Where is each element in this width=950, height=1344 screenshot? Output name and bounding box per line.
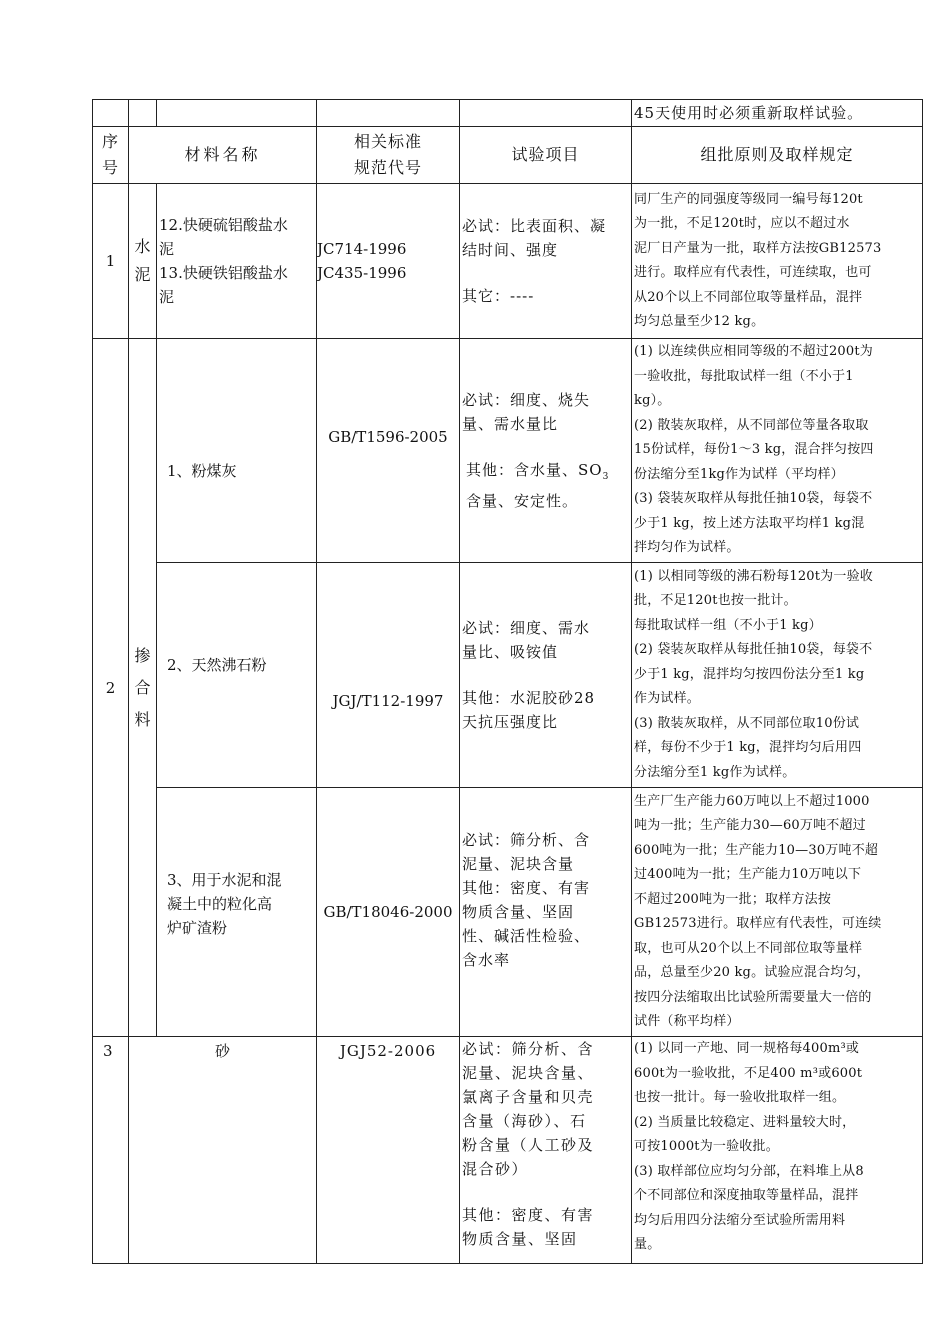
- rule-line: 拌均匀作为试样。: [634, 540, 740, 556]
- rule-line: 同厂生产的同强度等级同一编号每120t: [634, 191, 863, 207]
- materials-sampling-table: [92, 99, 923, 1264]
- sampling-rules: [632, 184, 923, 339]
- rule-line: 600t为一验收批，不足400 m³或600t: [634, 1065, 863, 1081]
- test-required-line: 泥量、泥块含量、: [462, 1064, 595, 1082]
- rule-line: 也按一批计。每一验收批取样一组。: [634, 1090, 846, 1105]
- rule-line: 每批取试样一组（不小于1 kg）: [634, 617, 822, 633]
- cell-empty: [157, 100, 317, 127]
- category-char: 掺: [134, 645, 151, 665]
- category-char: 料: [134, 709, 151, 729]
- standard-code: GB/T1596-2005: [317, 339, 460, 563]
- test-other-line: 其他：水泥胶砂28: [462, 689, 596, 707]
- rule-line: 生产厂生产能力60万吨以上不超过1000: [634, 793, 870, 809]
- standard-code: JC435-1996: [317, 264, 407, 282]
- standard-code: GB/T18046-2000: [317, 788, 460, 1037]
- test-required-line: 必试：细度、需水: [462, 619, 591, 637]
- sampling-rules: [632, 563, 923, 788]
- test-required-line: 泥量、泥块含量: [462, 855, 575, 873]
- header-standard-line: 相关标准: [353, 132, 422, 151]
- rule-line: 15份试样，每份1～3 kg，混合拌匀按四: [634, 442, 874, 458]
- row-seq: 3: [93, 1037, 129, 1264]
- test-required-line: 必试：筛分析、含: [462, 831, 591, 849]
- test-required-line: 量比、吸铵值: [462, 643, 559, 661]
- rule-tail: 45天使用时必须重新取样试验。: [632, 100, 923, 127]
- test-other-line: 其他：密度、有害: [462, 1206, 595, 1224]
- header-seq: [93, 127, 129, 184]
- rule-line: 分法缩分至1 kg作为试样。: [634, 764, 796, 780]
- rule-line: 品，总量至少20 kg。试验应混合均匀，: [634, 965, 870, 980]
- rule-line: 量。: [634, 1237, 661, 1252]
- rule-line: (3) 取样部位应均匀分部，在料堆上从8: [634, 1163, 864, 1179]
- test-other-line: 天抗压强度比: [462, 713, 559, 731]
- sampling-rules: [632, 788, 923, 1037]
- rule-line: kg）。: [634, 393, 671, 409]
- header-seq-line: 号: [101, 158, 119, 177]
- material-name: 砂: [129, 1037, 317, 1264]
- table-row: [93, 1037, 923, 1264]
- test-required-line: 必试：比表面积、凝: [462, 217, 607, 235]
- material-name: 2、天然沸石粉: [157, 563, 317, 788]
- rule-line: 一验收批，每批取试样一组（不小于1: [634, 368, 854, 384]
- material-line: 泥: [159, 240, 175, 258]
- rule-line: (1) 以同一产地、同一规格每400m³或: [634, 1041, 860, 1056]
- table-row: [93, 563, 923, 788]
- cell-empty: [93, 100, 129, 127]
- standard-code: JC714-1996: [317, 240, 407, 258]
- rule-line: 样，每份不少于1 kg，混拌均匀后用四: [634, 740, 862, 756]
- test-other-line: 物质含量、坚固: [462, 1230, 578, 1248]
- row-seq: 2: [93, 339, 129, 1037]
- test-other-line: 含水率: [462, 951, 511, 969]
- header-rules: 组批原则及取样规定: [632, 127, 923, 184]
- rule-line: (2) 袋装灰取样从每批任抽10袋，每袋不: [634, 642, 873, 658]
- rule-line: 作为试样。: [634, 691, 701, 707]
- rule-line: 从20个以上不同部位取等量样品，混拌: [634, 289, 863, 305]
- rule-line: (3) 袋装灰取样从每批任抽10袋，每袋不: [634, 491, 873, 507]
- test-items: [460, 339, 632, 563]
- cell-empty: [317, 100, 460, 127]
- rule-line: (3) 散装灰取样，从不同部位取10份试: [634, 715, 860, 731]
- header-tests: 试验项目: [460, 127, 632, 184]
- rule-line: (1) 以相同等级的沸石粉每120t为一验收: [634, 568, 873, 584]
- material-name: [157, 788, 317, 1037]
- test-items: [460, 184, 632, 339]
- rule-line: 均匀总量至少12 kg。: [634, 314, 765, 329]
- rule-line: 试件（称平均样）: [634, 1014, 740, 1029]
- rule-line: (2) 当质量比较稳定、进料量较大时，: [634, 1114, 856, 1130]
- continuation-row: [93, 100, 923, 127]
- test-required-line: 混合砂）: [462, 1160, 529, 1178]
- header-standard-line: 规范代号: [353, 158, 422, 177]
- test-other-line: 其他：含水量、SO: [466, 461, 603, 479]
- rule-line: 个不同部位和深度抽取等量样品，混拌: [634, 1188, 859, 1203]
- test-items: [460, 788, 632, 1037]
- test-other-line: 含量、安定性。: [466, 492, 579, 510]
- test-required-line: 粉含量（人工砂及: [462, 1136, 595, 1154]
- header-row: [93, 127, 923, 184]
- table-row: [93, 788, 923, 1037]
- row-seq: 1: [93, 184, 129, 339]
- category-cement: [129, 184, 157, 339]
- material-name: 1、粉煤灰: [157, 339, 317, 563]
- test-required-line: 量、需水量比: [462, 415, 559, 433]
- test-required-line: 含量（海砂）、石: [462, 1112, 587, 1130]
- test-items: [460, 1037, 632, 1264]
- header-seq-line: 序: [101, 132, 119, 151]
- test-other-line: 性、碱活性检验、: [462, 927, 591, 945]
- rule-line: 份法缩分至1kg作为试样（平均样）: [634, 466, 844, 482]
- test-other-line: 其它：----: [462, 287, 535, 305]
- category-char: 水: [134, 237, 151, 256]
- rule-line: 按四分法缩取出比试验所需要量大一倍的: [634, 989, 872, 1005]
- rule-line: 批，不足120t也按一批计。: [634, 593, 797, 609]
- category-char: 泥: [134, 265, 151, 284]
- material-line: 12.快硬硫铝酸盐水: [159, 216, 288, 234]
- cell-empty: [460, 100, 632, 127]
- rule-line: 为一批，不足120t时，应以不超过水: [634, 216, 850, 231]
- test-required-line: 氯离子含量和贝壳: [462, 1088, 595, 1106]
- subscript: 3: [602, 472, 610, 482]
- category-admixture: [129, 339, 157, 1037]
- table-row: [93, 184, 923, 339]
- rule-line: 取，也可从20个以上不同部位取等量样: [634, 940, 863, 956]
- header-material: 材料名称: [129, 127, 317, 184]
- material-names: [157, 184, 317, 339]
- test-required-line: 必试：筛分析、含: [462, 1040, 595, 1058]
- rule-line: (2) 散装灰取样，从不同部位等量各取取: [634, 417, 869, 433]
- header-standard: [317, 127, 460, 184]
- test-required-line: 必试：细度、烧失: [462, 391, 591, 409]
- sampling-rules: [632, 339, 923, 563]
- rule-line: 均匀后用四分法缩分至试验所需用料: [634, 1212, 846, 1228]
- sampling-rules: [632, 1037, 923, 1264]
- rule-line: 吨为一批；生产能力30—60万吨不超过: [634, 818, 866, 833]
- table-row: [93, 339, 923, 563]
- test-other-line: 其他：密度、有害: [462, 879, 591, 897]
- rule-line: (1) 以连续供应相同等级的不超过200t为: [634, 344, 873, 360]
- standard-code: JGJ/T112-1997: [317, 563, 460, 788]
- test-items: [460, 563, 632, 788]
- category-char: 合: [134, 677, 151, 697]
- rule-line: 600吨为一批；生产能力10—30万吨不超: [634, 842, 879, 858]
- rule-line: 少于1 kg，混拌均匀按四份法分至1 kg: [634, 666, 865, 682]
- rule-line: 可按1000t为一验收批。: [634, 1139, 779, 1154]
- rule-line: GB12573进行。取样应有代表性，可连续: [634, 916, 882, 931]
- rule-line: 过400吨为一批；生产能力10万吨以下: [634, 867, 862, 882]
- cell-empty: [129, 100, 157, 127]
- rule-line: 泥厂日产量为一批，取样方法按GB12573: [634, 240, 882, 256]
- material-line: 13.快硬铁铝酸盐水: [159, 264, 288, 282]
- rule-line: 不超过200吨为一批；取样方法按: [634, 891, 832, 907]
- material-line: 炉矿渣粉: [167, 919, 228, 937]
- rule-line: 进行。取样应有代表性，可连续取，也可: [634, 265, 872, 280]
- test-required-line: 结时间、强度: [462, 241, 559, 259]
- material-line: 3、用于水泥和混: [167, 871, 282, 889]
- material-line: 泥: [159, 288, 175, 306]
- standard-codes: [317, 184, 460, 339]
- material-line: 凝土中的粒化高: [167, 895, 273, 913]
- standard-code: JGJ52-2006: [317, 1037, 460, 1264]
- rule-line: 少于1 kg，按上述方法取平均样1 kg混: [634, 515, 865, 531]
- test-other-line: 物质含量、坚固: [462, 903, 575, 921]
